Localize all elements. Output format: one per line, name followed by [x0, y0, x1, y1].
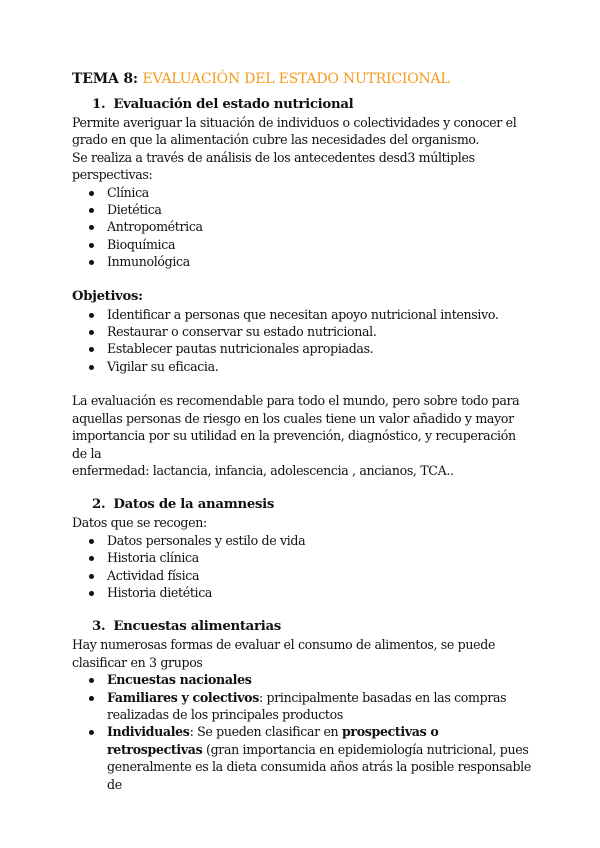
section-1-heading — [72, 96, 532, 114]
spacer — [72, 601, 532, 618]
list-item — [72, 549, 532, 566]
list-item — [72, 236, 532, 253]
section-title: Evaluación del estado nutricional — [113, 97, 354, 112]
list-item-bold: Familiares y colectivos — [107, 689, 259, 705]
section-2-heading — [72, 496, 532, 514]
survey-types-list — [72, 671, 532, 793]
paragraph — [72, 636, 532, 671]
list-item — [72, 532, 532, 549]
list-item — [72, 201, 532, 218]
bullet-icon — [89, 556, 94, 561]
list-item — [72, 253, 532, 270]
list-item-bold: Encuestas nacionales — [107, 672, 252, 688]
bullet-icon — [89, 313, 94, 318]
bullet-icon — [89, 696, 94, 701]
perspectives-list — [72, 184, 532, 271]
list-item — [72, 584, 532, 601]
list-item-text: Establecer pautas nutricionales apropiadas. — [107, 341, 374, 357]
objectives-list — [72, 306, 532, 376]
text-line: perspectivas: — [72, 167, 153, 183]
title-prefix: TEMA 8 — [72, 71, 133, 87]
section-number: 1. — [92, 97, 106, 112]
section-3-heading — [72, 618, 532, 636]
text-line: clasificar en 3 grupos — [72, 654, 203, 670]
text-line: Permite averiguar la situación de individuos o colectividades y conocer el — [72, 115, 517, 130]
spacer — [72, 375, 532, 392]
text-line: La evaluación es recomendable para todo el mundo, pero sobre todo para — [72, 393, 520, 409]
bullet-icon — [89, 678, 94, 683]
list-item — [72, 567, 532, 584]
paragraph — [72, 149, 532, 184]
bullet-icon — [89, 208, 94, 213]
list-item-bold: retrospectivas — [107, 741, 203, 757]
text-line: grado en que la alimentación cubre las necesidades del organismo. — [72, 132, 480, 148]
paragraph — [72, 114, 532, 149]
spacer — [72, 479, 532, 496]
bullet-icon — [89, 330, 94, 335]
anamnesis-list — [72, 532, 532, 602]
bullet-icon — [89, 591, 94, 596]
list-item-bold: prospectivas o — [341, 724, 439, 740]
list-item-text: Historia dietética — [107, 584, 213, 600]
objectives-label: Objetivos: — [72, 288, 143, 304]
list-item-text: Clínica — [107, 184, 149, 200]
list-item-text: Restaurar o conservar su estado nutricional. — [107, 324, 377, 340]
list-item-text: (gran importancia en epidemiología nutricional, pues — [202, 741, 529, 757]
bullet-icon — [89, 539, 94, 544]
list-item-text: Historia clínica — [107, 550, 199, 566]
spacer — [72, 271, 532, 288]
list-item — [72, 723, 532, 793]
list-item — [72, 340, 532, 357]
list-item — [72, 218, 532, 235]
text-line: aquellas personas de riesgo en los cuales tiene un valor añadido y mayor — [72, 410, 514, 426]
text-line: importancia por su utilidad en la prevención, diagnóstico, y recuperación de la — [72, 428, 516, 461]
list-item-text: realizadas de los principales productos — [107, 706, 343, 722]
list-item-text: : Se pueden clasificar en — [189, 724, 342, 740]
list-item — [72, 358, 532, 375]
section-title: Datos de la anamnesis — [113, 497, 275, 513]
bullet-icon — [89, 225, 94, 230]
section-title: Encuestas alimentarias — [113, 619, 281, 635]
list-item-text: Antropométrica — [107, 219, 203, 235]
bullet-icon — [89, 243, 94, 248]
document-page — [72, 68, 532, 793]
text-line: Se realiza a través de análisis de los antecedentes desd3 múltiples — [72, 149, 475, 165]
bullet-icon — [89, 574, 94, 579]
bullet-icon — [89, 365, 94, 370]
paragraph: Datos que se recogen: — [72, 515, 207, 531]
section-number: 3. — [92, 619, 106, 635]
list-item-text: Datos personales y estilo de vida — [107, 532, 306, 548]
list-item — [72, 184, 532, 201]
bullet-icon — [89, 730, 94, 735]
list-item-text: Bioquímica — [107, 236, 176, 252]
text-line: Hay numerosas formas de evaluar el consumo de alimentos, se puede — [72, 637, 496, 653]
list-item-text: Inmunológica — [107, 254, 190, 270]
bullet-icon — [89, 191, 94, 196]
title-topic: EVALUACIÓN DEL ESTADO NUTRICIONAL — [142, 71, 450, 87]
text-line: enfermedad: lactancia, infancia, adolescencia , ancianos, TCA.. — [72, 462, 454, 478]
list-item-text: Identificar a personas que necesitan apoyo nutricional intensivo. — [107, 306, 499, 322]
list-item — [72, 306, 532, 323]
list-item-bold: Individuales — [107, 724, 190, 740]
list-item-text: Vigilar su eficacia. — [107, 358, 219, 374]
document-title — [72, 68, 532, 90]
list-item-text: generalmente es la dieta consumida años atrás la posible responsable de — [107, 759, 531, 792]
title-separator: : — [132, 71, 143, 87]
list-item-text: Dietética — [107, 202, 162, 218]
list-item — [72, 689, 532, 724]
paragraph — [72, 392, 532, 479]
list-item-text: : principalmente basadas en las compras — [258, 689, 507, 705]
bullet-icon — [89, 347, 94, 352]
list-item-text: Actividad física — [107, 567, 200, 583]
list-item — [72, 671, 532, 688]
section-number: 2. — [92, 497, 106, 513]
list-item — [72, 323, 532, 340]
bullet-icon — [89, 260, 94, 265]
